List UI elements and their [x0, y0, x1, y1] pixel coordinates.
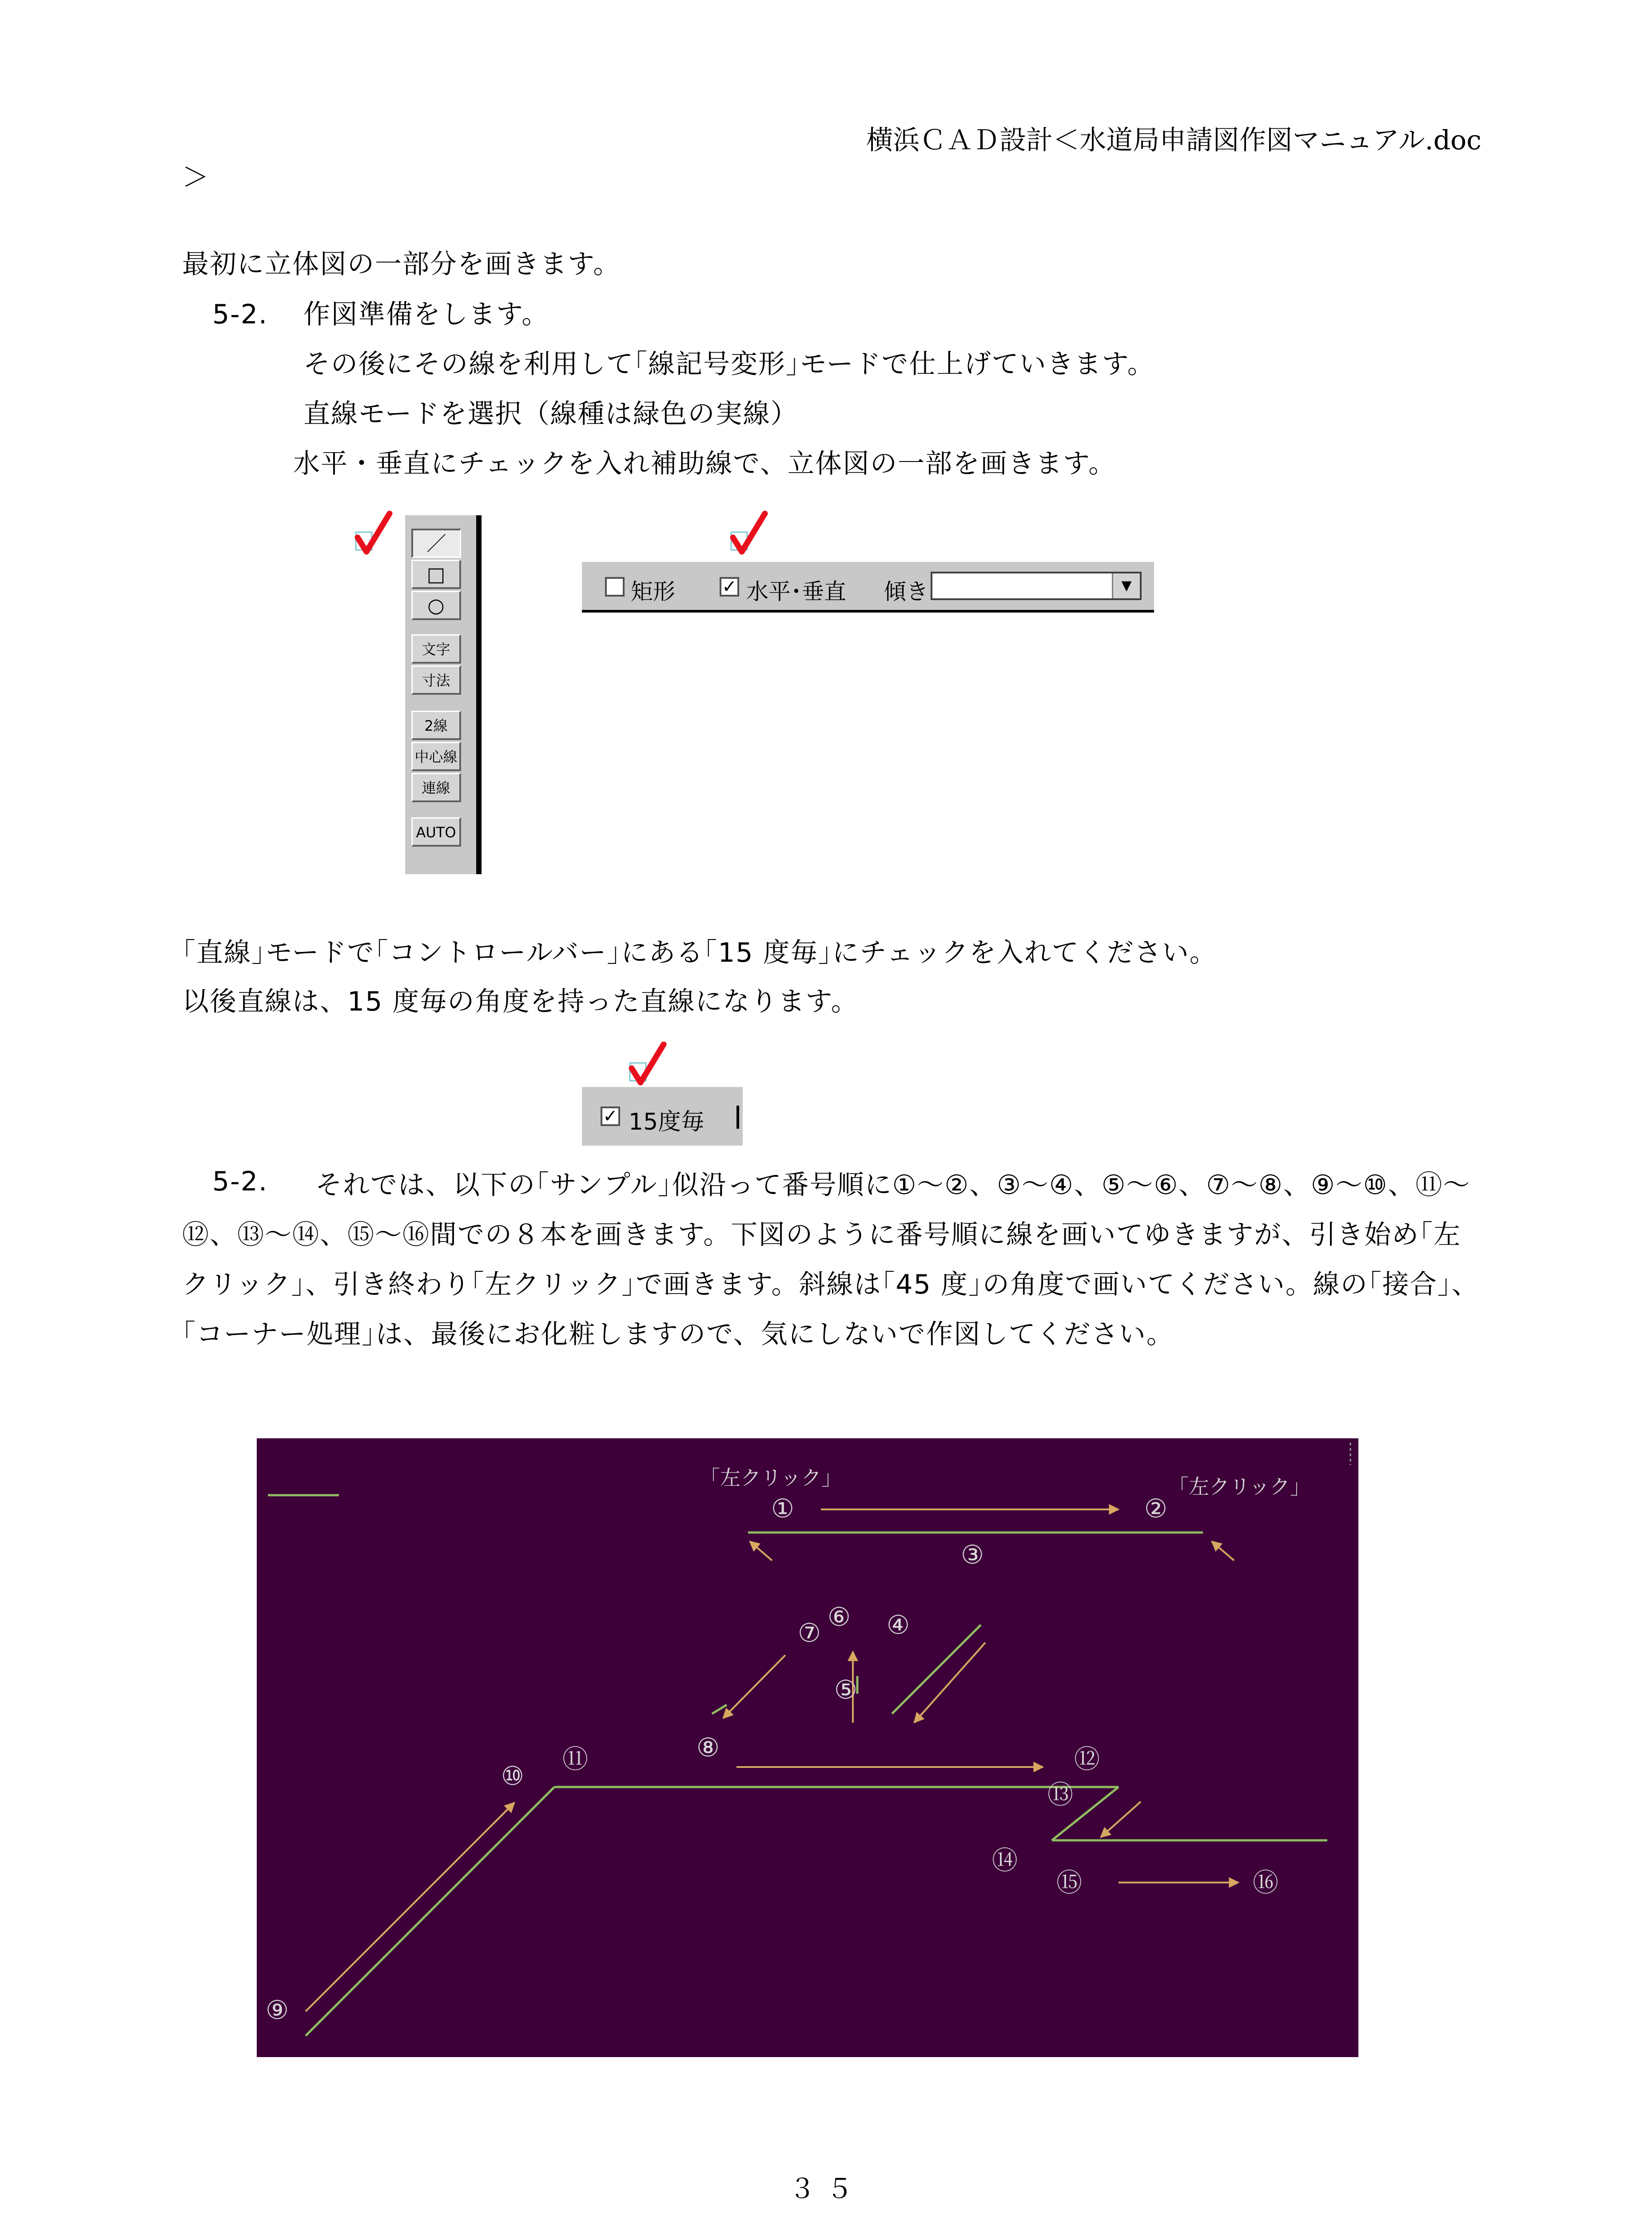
line-7-8 [712, 1705, 727, 1714]
red-check-icon [627, 1042, 667, 1086]
left-click-label-start: ｢左クリック｣ [710, 1466, 832, 1490]
horizontal-vertical-label: 水平･垂直 [746, 579, 846, 605]
auto-tool-button[interactable]: AUTO [411, 817, 461, 847]
arrow-13-14 [1101, 1802, 1141, 1837]
double-line-tool-button[interactable]: 2線 [411, 711, 461, 740]
num-6: ⑥ [828, 1602, 851, 1632]
left-click-label-end: ｢左クリック｣ [1178, 1475, 1301, 1499]
num-5: ⑤ [834, 1675, 857, 1705]
num-1: ① [771, 1493, 794, 1524]
horizontal-vertical-checkbox[interactable]: ✓ [720, 577, 739, 597]
circle-tool-button[interactable]: ○ [411, 591, 461, 620]
step2-label: 5-2. [212, 1166, 268, 1197]
line-9-10 [306, 1787, 554, 2036]
fifteen-degree-bar [582, 1087, 743, 1146]
num-2: ② [1144, 1493, 1167, 1524]
page-number: ３５ [789, 2173, 864, 2205]
step1-line4: 水平・垂直にチェックを入れ補助線で、立体図の一部を画きます。 [293, 448, 1116, 479]
rectangle-tool-button[interactable]: □ [411, 560, 461, 589]
tilt-label: 傾き [884, 579, 928, 605]
step2-paragraph: それでは、以下の｢サンプル｣似沿って番号順に①～②、③～④、⑤～⑥、⑦～⑧、⑨～⑩、⑪～⑫、⑬～⑭、⑮～⑯間での８本を画きます。下図のように番号順に線を画いてゆきますが、引き始め｢左クリック｣、引き終わり｢左クリック｣で画きます。斜線は｢45 度｣の角度で画いてください。線の｢接合｣、｢コーナー処理｣は、最後にお化粧しますので、気にしないで作図してください。 [182, 1170, 1479, 1350]
num-3: ③ [961, 1540, 984, 1570]
intro-text: 最初に立体図の一部分を画きます。 [182, 249, 621, 280]
num-14: ⑭ [992, 1845, 1018, 1875]
document-header: 横浜ＣＡＤ設計＜水道局申請図作図マニュアル.doc [866, 125, 1481, 156]
fifteen-degree-checkbox[interactable]: ✓ [601, 1107, 620, 1126]
num-10: ⑩ [501, 1761, 524, 1791]
drawn-lines [306, 1532, 1327, 2036]
num-15: ⑮ [1056, 1867, 1083, 1898]
num-7: ⑦ [798, 1618, 821, 1648]
text-tool-button[interactable]: 文字 [411, 634, 461, 664]
arrow-left-click-left [750, 1541, 772, 1560]
num-12: ⑫ [1074, 1744, 1100, 1774]
mode-paragraph-line1: ｢直線｣モードで｢コントロールバー｣にある｢15 度毎｣にチェックを入れてください。 [182, 937, 1217, 968]
num-13: ⑬ [1047, 1779, 1074, 1810]
num-8: ⑧ [697, 1732, 720, 1763]
center-line-tool-button[interactable]: 中心線 [411, 742, 461, 771]
tool-palette [405, 515, 482, 874]
num-16: ⑯ [1253, 1867, 1279, 1898]
dimension-tool-button[interactable]: 寸法 [411, 665, 461, 695]
chevron-down-icon[interactable]: ▼ [1112, 573, 1140, 598]
rectangle-label: 矩形 [631, 579, 675, 605]
figure-labels [266, 1466, 1300, 2025]
arrow-left-click-right [1212, 1541, 1234, 1560]
num-11: ⑪ [562, 1744, 589, 1774]
cad-sample-figure [257, 1438, 1358, 2057]
continuous-line-tool-button[interactable]: 連線 [411, 773, 461, 802]
num-4: ④ [887, 1610, 910, 1640]
tilt-dropdown[interactable] [931, 572, 1142, 600]
rectangle-checkbox[interactable] [605, 577, 625, 597]
header-continuation-mark: ＞ [182, 162, 209, 193]
line-tool-button[interactable]: ／ [411, 529, 461, 558]
arrow-7-8 [723, 1655, 785, 1718]
red-check-icon [728, 511, 768, 555]
mode-paragraph-line2: 以後直線は、15 度毎の角度を持った直線になります。 [182, 986, 859, 1017]
arrow-9-10 [306, 1803, 514, 2011]
num-9: ⑨ [266, 1995, 289, 2025]
red-check-icon [353, 511, 393, 555]
cad-drawing [257, 1438, 1358, 2057]
fifteen-degree-label: 15度毎 [629, 1109, 705, 1135]
step1-text: 作図準備をします。 [303, 299, 549, 330]
step1-line2: その後にその線を利用して｢線記号変形｣モードで仕上げていきます。 [303, 349, 1155, 380]
separator [736, 1106, 739, 1129]
control-bar [582, 562, 1154, 613]
step1-label: 5-2. [212, 299, 268, 330]
step1-line3: 直線モードを選択（線種は緑色の実線） [303, 398, 798, 430]
